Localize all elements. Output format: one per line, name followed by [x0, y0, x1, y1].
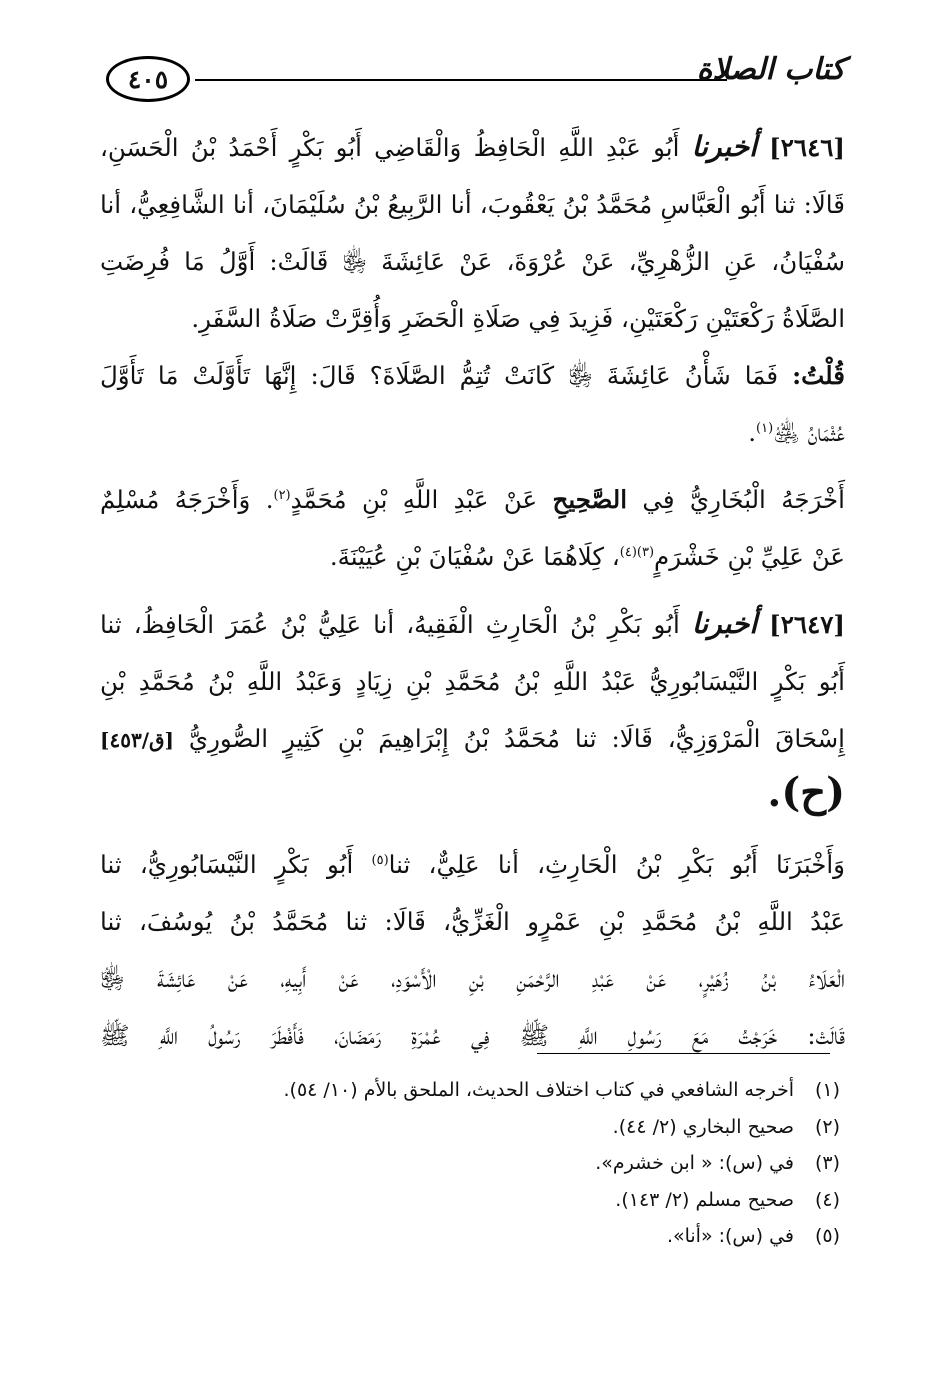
footnote-text: في (س): « ابن خشرم».	[595, 1152, 794, 1174]
text-line	[100, 528, 845, 585]
text-segment: أَبُو بَكْرٍ النَّيْسَابُورِيُّ، ثنا	[100, 850, 354, 879]
footnote-ref[interactable]: (١)	[756, 420, 774, 436]
page-number: ٤٠٥	[106, 56, 190, 102]
footnote-text: في (س): «أنا».	[666, 1225, 794, 1247]
text-line	[100, 769, 845, 826]
footnote-number: (٥)	[814, 1225, 840, 1247]
text-line: سُفْيَانُ، عَنِ الزُّهْرِيِّ، عَنْ عُرْوَةَ، عَنْ عَائِشَةَ ﵂ قَالَتْ: أَوَّلُ مَا فُرِضَتِ	[100, 247, 845, 276]
footnote-text: صحيح البخاري (٢/ ٤٤).	[612, 1115, 794, 1138]
footnote-item	[140, 1218, 840, 1255]
footnote-item	[140, 1072, 840, 1109]
footnote-ref[interactable]: (٢)	[273, 487, 291, 503]
footnote-number: (٣)	[814, 1152, 840, 1174]
text-line	[100, 471, 845, 528]
footnote-ref[interactable]: (٥)	[371, 852, 389, 868]
text-line: قَالَا: ثنا أَبُو الْعَبَّاسِ مُحَمَّدُ بْنُ يَعْقُوبَ، أنا الرَّبِيعُ بْنُ سُلَيْمَانَ، أنا الشَّافِعِيُّ، أنا	[100, 190, 845, 219]
text-line	[100, 595, 845, 653]
footnote-text: صحيح مسلم (٢/ ١٤٣).	[615, 1188, 794, 1211]
footnote-text: أخرجه الشافعي في كتاب اختلاف الحديث، الملحق بالأم (١٠/ ٥٤).	[283, 1079, 794, 1101]
qultu-label: قُلْتُ:	[792, 361, 845, 390]
chapter-title: كتاب الصلاة	[696, 52, 845, 87]
text-segment: فَمَا شَأْنُ عَائِشَةَ ﵂ كَانَتْ تُتِمُّ الصَّلَاةَ؟ قَالَ: إِنَّهَا تَأَوَّلَتْ مَا تَأَوَّلَ	[100, 361, 779, 390]
tahwil-mark: (ح)	[781, 769, 845, 816]
text-segment: عَنْ عَلِيِّ بْنِ خَشْرَمٍ	[654, 542, 845, 571]
hadith-2646	[100, 118, 845, 347]
text-segment: وَأَخْبَرَنَا أَبُو بَكْرِ بْنُ الْحَارِثِ، أنا عَلِيٌّ، ثنا	[388, 850, 845, 879]
text-segment: أَبُو عَبْدِ اللَّهِ الْحَافِظُ وَالْقَاضِي أَبُو بَكْرٍ أَحْمَدُ بْنُ الْحَسَنِ،	[100, 133, 680, 162]
sahih-title: الصَّحِيحِ	[552, 485, 628, 514]
text-segment: إِسْحَاقَ الْمَرْوَزِيُّ، قَالَا: ثنا مُحَمَّدُ بْنُ إِبْرَاهِيمَ بْنِ كَثِيرٍ الصُّورِيُّ	[188, 724, 845, 753]
text-line	[100, 347, 845, 404]
hadith-2647	[100, 595, 845, 826]
footnote-item	[140, 1109, 840, 1146]
text-segment: أَخْرَجَهُ الْبُخَارِيُّ فِي	[642, 485, 845, 514]
akhbarana-label: أخبرنا	[691, 130, 757, 163]
text-segment: عُثْمَانُ ﵁	[773, 418, 845, 447]
footnote-item	[140, 1145, 840, 1182]
text-segment: .	[767, 769, 782, 816]
text-line: عَبْدُ اللَّهِ بْنُ مُحَمَّدِ بْنِ عَمْرٍو الْغَزِّيُّ، قَالَا: ثنا مُحَمَّدُ بْنُ يُوسُفَ، ثنا	[100, 907, 845, 936]
text-line: قَالَتْ: خَرَجْتُ مَعَ رَسُولِ اللَّهِ ﷺ فِي عُمْرَةِ رَمَضَانَ، فَأَفْطَرَ رَسُولُ اللَّهِ ﷺ	[100, 1021, 845, 1050]
text-segment: أَبُو بَكْرِ بْنُ الْحَارِثِ الْفَقِيهُ، أنا عَلِيُّ بْنُ عُمَرَ الْحَافِظُ، ثنا	[100, 610, 680, 639]
text-segment: . وَأَخْرَجَهُ مُسْلِمٌ	[100, 485, 274, 514]
footnote-number: (٢)	[814, 1115, 840, 1138]
hadith-number: [٢٦٤٧]	[769, 610, 845, 639]
header-rule	[195, 79, 727, 81]
text-line: الصَّلَاةُ رَكْعَتَيْنِ رَكْعَتَيْنِ، فَزِيدَ فِي صَلَاةِ الْحَضَرِ وَأُقِرَّتْ صَلَاةُ السَّفَرِ.	[191, 304, 845, 333]
wa-akhbarana-paragraph	[100, 836, 845, 1064]
text-segment: عَنْ عَبْدِ اللَّهِ بْنِ مُحَمَّدٍ	[290, 485, 538, 514]
text-line: الْعَلَاءُ بْنُ زُهَيْرٍ، عَنْ عَبْدِ الرَّحْمَنِ بْنِ الْأَسْوَدِ، عَنْ أَبِيهِ، عَنْ عَائِشَةَ ﵂	[100, 964, 845, 993]
text-line	[100, 836, 845, 893]
akhbarana-label: أخبرنا	[691, 607, 758, 640]
qultu-paragraph	[100, 347, 845, 461]
footnotes	[140, 1072, 840, 1255]
hadith-number: [٢٦٤٦]	[769, 133, 845, 162]
footnote-item	[140, 1182, 840, 1219]
footnote-separator	[537, 1053, 830, 1054]
page-header	[100, 52, 845, 110]
manuscript-folio-ref: [ق/٤٥٣]	[100, 728, 174, 752]
text-line: أَبُو بَكْرٍ النَّيْسَابُورِيُّ عَبْدُ اللَّهِ بْنُ مُحَمَّدِ بْنِ زِيَادٍ وَعَبْدُ اللَّهِ بْنُ مُحَمَّدِ بْنِ	[100, 667, 845, 696]
footnote-number: (١)	[814, 1079, 840, 1101]
footnote-ref[interactable]: (٣)(٤)	[619, 544, 655, 560]
takhrij-paragraph	[100, 471, 845, 585]
text-line: عُثْمَانُ ﵁$^{(١)}$.	[748, 418, 845, 447]
footnote-number: (٤)	[814, 1188, 840, 1211]
text-segment: ، كِلَاهُمَا عَنْ سُفْيَانَ بْنِ عُيَيْنَةَ.	[329, 542, 620, 571]
text-line	[100, 118, 845, 176]
main-text	[100, 118, 845, 1064]
text-line	[100, 710, 845, 769]
